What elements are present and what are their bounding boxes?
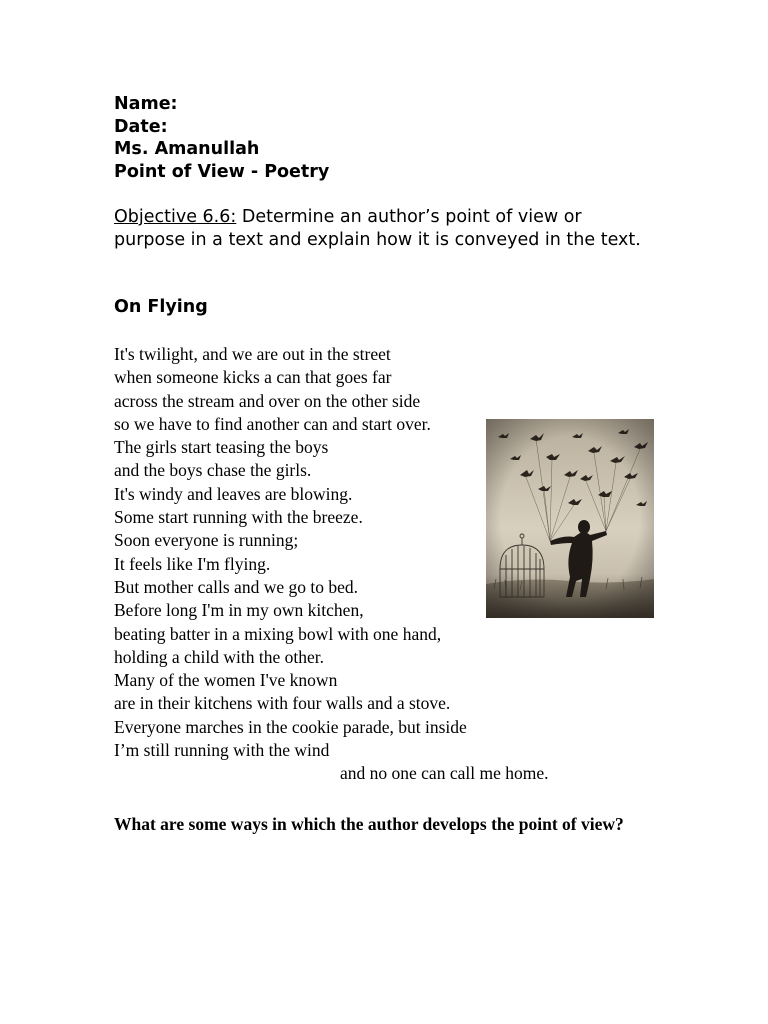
poem-line: Soon everyone is running;	[114, 530, 299, 551]
teacher-name: Ms. Amanullah	[114, 139, 260, 159]
poem-line: holding a child with the other.	[114, 646, 324, 667]
poem-title: On Flying	[114, 297, 208, 317]
name-label: Name:	[114, 94, 178, 114]
poem-line: It feels like I'm flying.	[114, 553, 271, 574]
worksheet-header	[114, 93, 329, 183]
poem-body	[114, 343, 548, 786]
poem-line: Before long I'm in my own kitchen,	[114, 600, 364, 621]
discussion-question: What are some ways in which the author develops the point of view?	[114, 814, 624, 834]
poem-line: beating batter in a mixing bowl with one hand,	[114, 623, 442, 644]
objective-statement	[114, 206, 654, 252]
poem-line: are in their kitchens with four walls and a stove.	[114, 693, 451, 714]
poem-line: It's twilight, and we are out in the street	[114, 344, 391, 364]
poem-line: when someone kicks a can that goes far	[114, 367, 392, 388]
unit-title: Point of View - Poetry	[114, 161, 330, 182]
poem-line: The girls start teasing the boys	[114, 437, 329, 458]
poem-line: and the boys chase the girls.	[114, 460, 312, 481]
poem-line: I’m still running with the wind	[114, 740, 330, 761]
poem-line: It's windy and leaves are blowing.	[114, 483, 353, 504]
poem-line: across the stream and over on the other side	[114, 390, 421, 411]
poem-line: Everyone marches in the cookie parade, but inside	[114, 716, 467, 737]
poem-line-final: and no one can call me home.	[340, 763, 549, 784]
date-label: Date:	[114, 116, 168, 137]
poem-line: so we have to find another can and start over.	[114, 413, 431, 434]
objective-period: .	[635, 230, 641, 250]
poem-line: But mother calls and we go to bed.	[114, 576, 358, 597]
illustration-image	[486, 419, 654, 618]
poem-line: Many of the women I've known	[114, 670, 338, 691]
poem-line: Some start running with the breeze.	[114, 507, 363, 528]
objective-text: Determine an author’s point of view or purpose in a text and explain how it is conveyed in the text	[114, 207, 636, 250]
objective-label: Objective 6.6:	[114, 207, 237, 227]
